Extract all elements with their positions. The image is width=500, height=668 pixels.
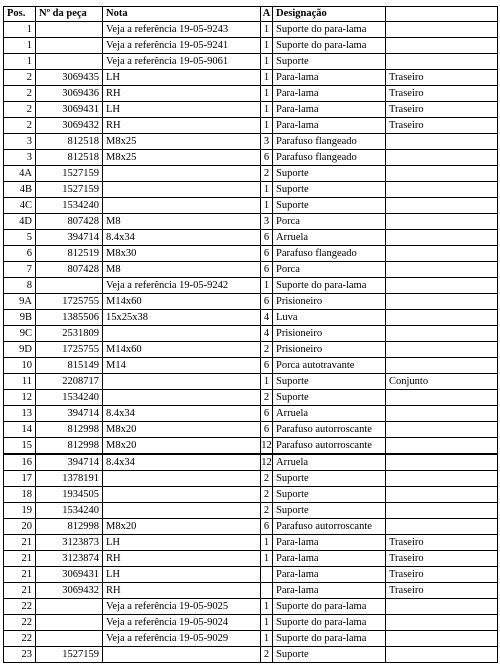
cell-pos: 1: [4, 38, 36, 54]
cell-designation: Suporte do para-lama: [273, 38, 386, 54]
cell-part-number: 3069432: [36, 583, 103, 599]
cell-extra: [386, 647, 498, 663]
cell-extra: [386, 631, 498, 647]
cell-pos: 4C: [4, 198, 36, 214]
cell-pos: 21: [4, 583, 36, 599]
cell-pos: 2: [4, 102, 36, 118]
cell-part-number: 1378191: [36, 471, 103, 487]
cell-part-number: 815149: [36, 358, 103, 374]
table-row: [4, 134, 498, 150]
cell-note: [103, 374, 261, 390]
cell-note: LH: [103, 102, 261, 118]
cell-qty: 4: [261, 310, 273, 326]
cell-part-number: 1385506: [36, 310, 103, 326]
cell-part-number: 3069431: [36, 102, 103, 118]
cell-part-number: 3069436: [36, 86, 103, 102]
cell-pos: 3: [4, 134, 36, 150]
cell-pos: 21: [4, 535, 36, 551]
cell-note: M8x20: [103, 422, 261, 438]
cell-designation: Suporte: [273, 471, 386, 487]
table-row: [4, 246, 498, 262]
cell-qty: 1: [261, 70, 273, 86]
cell-designation: Arruela: [273, 230, 386, 246]
cell-part-number: 394714: [36, 406, 103, 422]
cell-pos: 4D: [4, 214, 36, 230]
cell-designation: Parafuso flangeado: [273, 134, 386, 150]
cell-pos: 2: [4, 86, 36, 102]
table-row: [4, 487, 498, 503]
cell-note: [103, 647, 261, 663]
cell-extra: [386, 230, 498, 246]
cell-designation: Para-lama: [273, 118, 386, 134]
cell-pos: 7: [4, 262, 36, 278]
cell-pos: 19: [4, 503, 36, 519]
cell-designation: Arruela: [273, 406, 386, 422]
cell-qty: 2: [261, 342, 273, 358]
cell-extra: [386, 358, 498, 374]
cell-part-number: [36, 615, 103, 631]
cell-note: [103, 390, 261, 406]
cell-extra: [386, 390, 498, 406]
cell-qty: 6: [261, 294, 273, 310]
header-note: Nota: [103, 7, 261, 22]
cell-designation: Suporte do para-lama: [273, 278, 386, 294]
cell-designation: Suporte: [273, 374, 386, 390]
table-row: [4, 615, 498, 631]
table-row: [4, 22, 498, 38]
cell-part-number: 1534240: [36, 198, 103, 214]
table-row: [4, 390, 498, 406]
cell-qty: 2: [261, 471, 273, 487]
cell-note: M8x25: [103, 134, 261, 150]
cell-pos: 3: [4, 150, 36, 166]
cell-qty: 2: [261, 487, 273, 503]
table-row: [4, 230, 498, 246]
cell-extra: [386, 342, 498, 358]
cell-qty: 1: [261, 198, 273, 214]
cell-note: Veja a referência 19-05-9241: [103, 38, 261, 54]
cell-part-number: 812518: [36, 150, 103, 166]
table-row: [4, 102, 498, 118]
cell-extra: Traseiro: [386, 583, 498, 599]
cell-qty: 12: [261, 438, 273, 455]
cell-qty: 1: [261, 374, 273, 390]
cell-part-number: [36, 631, 103, 647]
table-row: [4, 214, 498, 230]
cell-designation: Porca: [273, 214, 386, 230]
cell-pos: 1: [4, 54, 36, 70]
cell-note: [103, 471, 261, 487]
cell-extra: Traseiro: [386, 535, 498, 551]
cell-qty: 1: [261, 615, 273, 631]
cell-designation: Suporte: [273, 390, 386, 406]
table-row: [4, 278, 498, 294]
cell-pos: 22: [4, 599, 36, 615]
table-row: [4, 631, 498, 647]
header-qty: A: [261, 7, 273, 22]
table-row: [4, 326, 498, 342]
cell-note: M8x20: [103, 519, 261, 535]
cell-note: M8x25: [103, 150, 261, 166]
cell-designation: Arruela: [273, 454, 386, 471]
cell-extra: [386, 615, 498, 631]
header-pos: Pos.: [4, 7, 36, 22]
cell-pos: 18: [4, 487, 36, 503]
cell-designation: Suporte: [273, 487, 386, 503]
table-row: [4, 583, 498, 599]
cell-qty: 12: [261, 454, 273, 471]
cell-extra: [386, 406, 498, 422]
cell-pos: 20: [4, 519, 36, 535]
cell-pos: 16: [4, 454, 36, 471]
table-row: [4, 54, 498, 70]
cell-part-number: 394714: [36, 454, 103, 471]
cell-part-number: [36, 54, 103, 70]
cell-designation: Parafuso flangeado: [273, 150, 386, 166]
cell-qty: 1: [261, 551, 273, 567]
cell-designation: Para-lama: [273, 86, 386, 102]
cell-qty: 1: [261, 54, 273, 70]
cell-note: RH: [103, 118, 261, 134]
cell-extra: Traseiro: [386, 118, 498, 134]
cell-designation: Suporte do para-lama: [273, 599, 386, 615]
cell-extra: [386, 182, 498, 198]
cell-qty: 1: [261, 182, 273, 198]
cell-designation: Para-lama: [273, 583, 386, 599]
table-row: [4, 262, 498, 278]
cell-note: M8: [103, 262, 261, 278]
cell-part-number: [36, 22, 103, 38]
cell-part-number: 1527159: [36, 647, 103, 663]
header-part-number: Nº da peça: [36, 7, 103, 22]
cell-note: Veja a referência 19-05-9242: [103, 278, 261, 294]
cell-note: M8x20: [103, 438, 261, 455]
table-row: [4, 166, 498, 182]
table-row: [4, 198, 498, 214]
cell-designation: Parafuso autorroscante: [273, 422, 386, 438]
cell-extra: Traseiro: [386, 551, 498, 567]
cell-pos: 9D: [4, 342, 36, 358]
cell-note: LH: [103, 535, 261, 551]
cell-designation: Para-lama: [273, 567, 386, 583]
cell-extra: Conjunto: [386, 374, 498, 390]
cell-extra: [386, 166, 498, 182]
cell-pos: 22: [4, 631, 36, 647]
cell-part-number: 812998: [36, 519, 103, 535]
table-row: [4, 406, 498, 422]
table-row: [4, 118, 498, 134]
cell-part-number: 812519: [36, 246, 103, 262]
header-extra: [386, 7, 498, 22]
cell-qty: 6: [261, 519, 273, 535]
cell-note: M14x60: [103, 342, 261, 358]
cell-note: 8.4x34: [103, 454, 261, 471]
cell-pos: 15: [4, 438, 36, 455]
cell-extra: [386, 198, 498, 214]
cell-note: Veja a referência 19-05-9025: [103, 599, 261, 615]
table-row: [4, 599, 498, 615]
table-row: [4, 454, 498, 471]
cell-part-number: 394714: [36, 230, 103, 246]
cell-note: [103, 198, 261, 214]
table-row: [4, 567, 498, 583]
cell-extra: [386, 519, 498, 535]
cell-pos: 2: [4, 70, 36, 86]
cell-designation: Suporte: [273, 198, 386, 214]
cell-pos: 9C: [4, 326, 36, 342]
cell-pos: 21: [4, 551, 36, 567]
cell-part-number: [36, 38, 103, 54]
cell-note: 15x25x38: [103, 310, 261, 326]
cell-designation: Porca: [273, 262, 386, 278]
table-row: [4, 294, 498, 310]
cell-pos: 11: [4, 374, 36, 390]
cell-qty: 2: [261, 647, 273, 663]
table-row: [4, 86, 498, 102]
cell-extra: [386, 22, 498, 38]
cell-qty: 6: [261, 246, 273, 262]
table-row: [4, 647, 498, 663]
cell-part-number: [36, 278, 103, 294]
cell-qty: 2: [261, 503, 273, 519]
cell-pos: 9A: [4, 294, 36, 310]
cell-extra: [386, 38, 498, 54]
cell-part-number: 1725755: [36, 342, 103, 358]
cell-pos: 5: [4, 230, 36, 246]
table-row: [4, 535, 498, 551]
cell-extra: [386, 262, 498, 278]
cell-designation: Porca autotravante: [273, 358, 386, 374]
cell-designation: Para-lama: [273, 551, 386, 567]
table-row: [4, 471, 498, 487]
cell-part-number: 1527159: [36, 166, 103, 182]
cell-extra: [386, 246, 498, 262]
table-row: [4, 519, 498, 535]
cell-part-number: 3123873: [36, 535, 103, 551]
cell-qty: 1: [261, 278, 273, 294]
cell-pos: 10: [4, 358, 36, 374]
cell-pos: 22: [4, 615, 36, 631]
cell-qty: 1: [261, 22, 273, 38]
cell-part-number: 3069432: [36, 118, 103, 134]
cell-qty: 1: [261, 86, 273, 102]
cell-note: M8: [103, 214, 261, 230]
parts-table: [3, 6, 498, 663]
cell-designation: Suporte: [273, 166, 386, 182]
cell-pos: 4B: [4, 182, 36, 198]
cell-note: RH: [103, 583, 261, 599]
cell-extra: [386, 454, 498, 471]
cell-part-number: 1527159: [36, 182, 103, 198]
cell-qty: 3: [261, 214, 273, 230]
cell-note: RH: [103, 551, 261, 567]
table-body: [4, 22, 498, 663]
cell-pos: 13: [4, 406, 36, 422]
cell-part-number: 812518: [36, 134, 103, 150]
table-row: [4, 551, 498, 567]
cell-part-number: 1725755: [36, 294, 103, 310]
cell-qty: 2: [261, 166, 273, 182]
cell-extra: [386, 150, 498, 166]
cell-extra: [386, 134, 498, 150]
cell-designation: Para-lama: [273, 70, 386, 86]
cell-pos: 14: [4, 422, 36, 438]
table-row: [4, 150, 498, 166]
cell-pos: 23: [4, 647, 36, 663]
cell-designation: Suporte do para-lama: [273, 631, 386, 647]
cell-extra: [386, 54, 498, 70]
cell-extra: Traseiro: [386, 567, 498, 583]
cell-designation: Prisioneiro: [273, 342, 386, 358]
cell-qty: [261, 567, 273, 583]
cell-qty: 3: [261, 134, 273, 150]
cell-note: RH: [103, 86, 261, 102]
cell-pos: 12: [4, 390, 36, 406]
table-row: [4, 70, 498, 86]
cell-part-number: 3069431: [36, 567, 103, 583]
cell-designation: Para-lama: [273, 102, 386, 118]
cell-note: LH: [103, 70, 261, 86]
cell-note: M8x30: [103, 246, 261, 262]
cell-extra: [386, 503, 498, 519]
cell-note: 8.4x34: [103, 406, 261, 422]
cell-note: [103, 166, 261, 182]
cell-extra: [386, 214, 498, 230]
cell-note: 8.4x34: [103, 230, 261, 246]
cell-qty: 1: [261, 118, 273, 134]
cell-designation: Prisioneiro: [273, 294, 386, 310]
cell-pos: 21: [4, 567, 36, 583]
cell-qty: 6: [261, 230, 273, 246]
cell-pos: 17: [4, 471, 36, 487]
cell-note: M14: [103, 358, 261, 374]
cell-designation: Suporte: [273, 182, 386, 198]
table-row: [4, 38, 498, 54]
cell-qty: 1: [261, 38, 273, 54]
cell-part-number: 812998: [36, 422, 103, 438]
cell-part-number: 2208717: [36, 374, 103, 390]
cell-extra: [386, 438, 498, 455]
cell-part-number: [36, 599, 103, 615]
cell-designation: Suporte: [273, 647, 386, 663]
cell-extra: [386, 599, 498, 615]
cell-qty: 2: [261, 390, 273, 406]
cell-designation: Parafuso flangeado: [273, 246, 386, 262]
cell-extra: [386, 310, 498, 326]
cell-designation: Suporte: [273, 54, 386, 70]
cell-qty: [261, 583, 273, 599]
cell-note: [103, 326, 261, 342]
cell-note: Veja a referência 19-05-9243: [103, 22, 261, 38]
cell-extra: [386, 471, 498, 487]
table-row: [4, 422, 498, 438]
cell-part-number: 3123874: [36, 551, 103, 567]
cell-qty: 1: [261, 631, 273, 647]
cell-pos: 1: [4, 22, 36, 38]
cell-qty: 4: [261, 326, 273, 342]
cell-extra: Traseiro: [386, 86, 498, 102]
cell-pos: 4A: [4, 166, 36, 182]
table-header-row: [4, 7, 498, 22]
cell-part-number: 2531809: [36, 326, 103, 342]
cell-note: [103, 503, 261, 519]
table-row: [4, 374, 498, 390]
cell-designation: Parafuso autorroscante: [273, 438, 386, 455]
cell-pos: 8: [4, 278, 36, 294]
table-row: [4, 438, 498, 455]
cell-pos: 6: [4, 246, 36, 262]
table-row: [4, 342, 498, 358]
cell-qty: 6: [261, 358, 273, 374]
cell-pos: 9B: [4, 310, 36, 326]
cell-designation: Prisioneiro: [273, 326, 386, 342]
cell-pos: 2: [4, 118, 36, 134]
cell-part-number: 812998: [36, 438, 103, 455]
cell-qty: 6: [261, 422, 273, 438]
cell-part-number: 807428: [36, 262, 103, 278]
table-row: [4, 503, 498, 519]
cell-note: Veja a referência 19-05-9029: [103, 631, 261, 647]
cell-part-number: 3069435: [36, 70, 103, 86]
cell-note: [103, 182, 261, 198]
cell-note: LH: [103, 567, 261, 583]
table-row: [4, 358, 498, 374]
header-designation: Designação: [273, 7, 386, 22]
cell-qty: 6: [261, 262, 273, 278]
cell-part-number: 1534240: [36, 503, 103, 519]
table-row: [4, 310, 498, 326]
cell-designation: Suporte do para-lama: [273, 22, 386, 38]
cell-designation: Luva: [273, 310, 386, 326]
cell-part-number: 1934505: [36, 487, 103, 503]
parts-table-container: [3, 6, 498, 663]
cell-qty: 6: [261, 150, 273, 166]
cell-part-number: 807428: [36, 214, 103, 230]
cell-designation: Suporte: [273, 503, 386, 519]
cell-extra: Traseiro: [386, 70, 498, 86]
cell-note: Veja a referência 19-05-9024: [103, 615, 261, 631]
cell-designation: Suporte do para-lama: [273, 615, 386, 631]
cell-extra: [386, 422, 498, 438]
cell-extra: [386, 326, 498, 342]
cell-qty: 1: [261, 599, 273, 615]
cell-note: M14x60: [103, 294, 261, 310]
cell-extra: Traseiro: [386, 102, 498, 118]
cell-note: Veja a referência 19-05-9061: [103, 54, 261, 70]
cell-qty: 1: [261, 102, 273, 118]
cell-qty: 6: [261, 406, 273, 422]
cell-extra: [386, 278, 498, 294]
cell-designation: Para-lama: [273, 535, 386, 551]
table-row: [4, 182, 498, 198]
cell-extra: [386, 294, 498, 310]
cell-designation: Parafuso autorroscante: [273, 519, 386, 535]
cell-extra: [386, 487, 498, 503]
cell-part-number: 1534240: [36, 390, 103, 406]
cell-qty: 1: [261, 535, 273, 551]
cell-note: [103, 487, 261, 503]
